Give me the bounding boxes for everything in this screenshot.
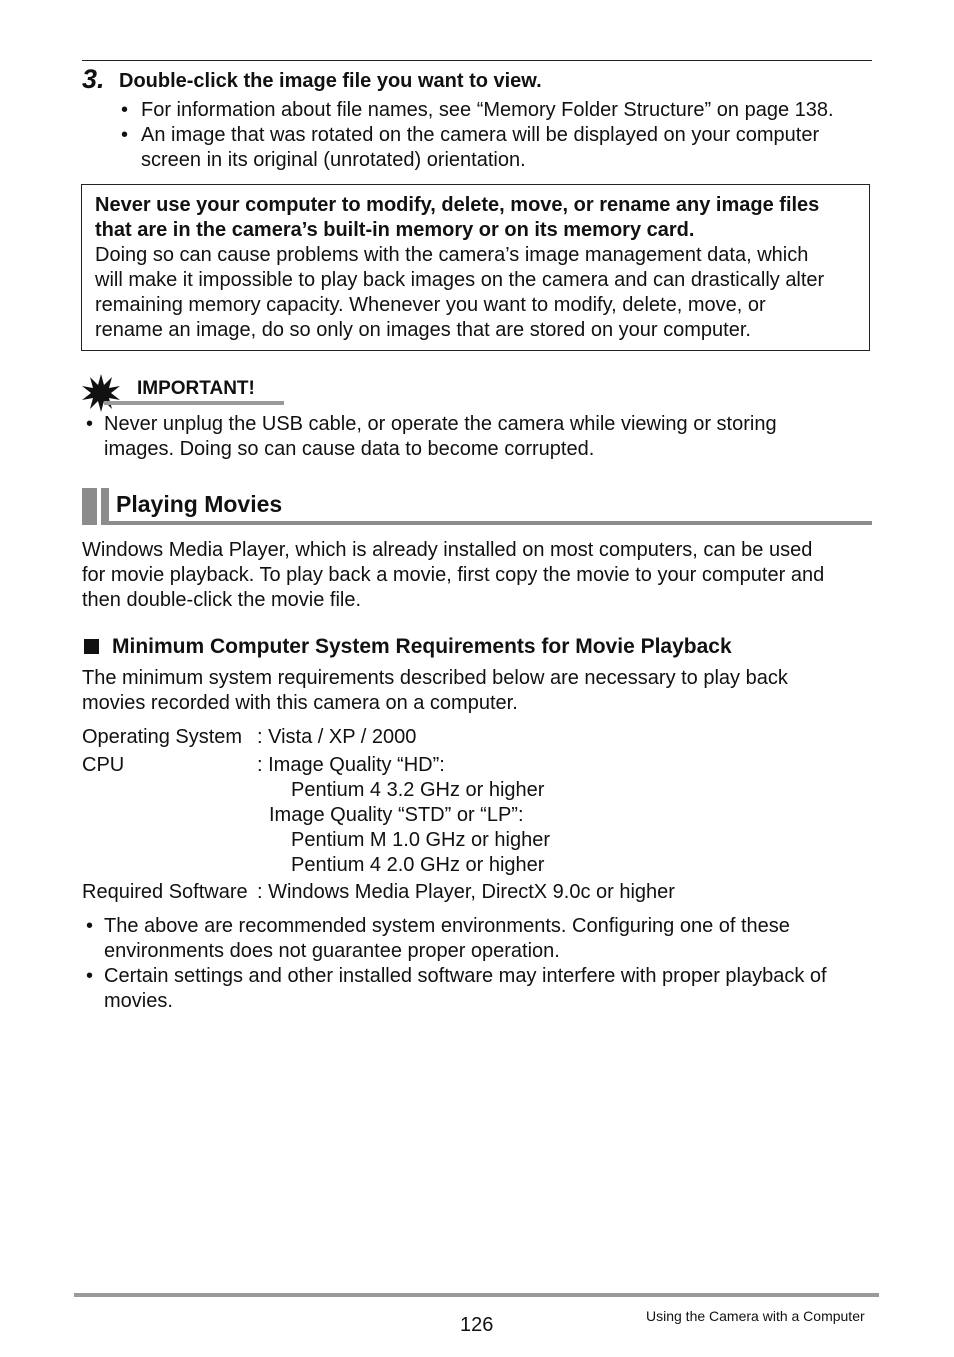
chapter-title: Using the Camera with a Computer (646, 1308, 865, 1324)
warning-heading (95, 193, 865, 243)
step-title: Double-click the image file you want to view. (119, 70, 542, 92)
warning-heading-line-2: that are in the camera’s built-in memory or on its memory card. (95, 219, 695, 241)
note-1-line-1: The above are recommended system environments. Configuring one of these (104, 915, 790, 937)
step-number: 3. (82, 64, 105, 94)
cpu-std-label: Image Quality “STD” or “LP”: (269, 804, 524, 826)
subsection-title: Minimum Computer System Requirements for Movie Playback (112, 635, 732, 658)
footer-divider (74, 1293, 879, 1297)
note-2-line-2: movies. (104, 990, 173, 1012)
cpu-std-value-2: Pentium 4 2.0 GHz or higher (291, 854, 545, 876)
section-title: Playing Movies (116, 491, 283, 517)
important-line-2: images. Doing so can cause data to become corrupted. (104, 438, 595, 460)
section-intro-line-2: for movie playback. To play back a movie, first copy the movie to your computer and (82, 564, 825, 586)
warning-heading-line-1: Never use your computer to modify, delete, move, or rename any image files (95, 194, 820, 216)
warning-body-line-4: rename an image, do so only on images that are stored on your computer. (95, 319, 751, 341)
software-value: : Windows Media Player, DirectX 9.0c or higher (257, 881, 675, 903)
cpu-label: CPU (82, 754, 125, 776)
bullet-marker: • (121, 124, 129, 146)
section-intro-line-3: then double-click the movie file. (82, 589, 362, 611)
step-bullet-2-cont: screen in its original (unrotated) orientation. (141, 149, 526, 171)
step-bullet-2: An image that was rotated on the camera will be displayed on your computer (141, 124, 820, 146)
page-number: 126 (460, 1314, 494, 1336)
requirements-intro-line-2: movies recorded with this camera on a computer. (82, 692, 518, 714)
warning-body (95, 243, 865, 343)
section-underline (109, 521, 872, 525)
important-line-1: Never unplug the USB cable, or operate the camera while viewing or storing (104, 413, 777, 435)
section-heading-bar (82, 488, 97, 525)
important-underline (104, 401, 284, 405)
bullet-marker: • (86, 965, 94, 987)
top-divider (82, 60, 872, 61)
os-value: : Vista / XP / 2000 (257, 726, 417, 748)
square-bullet-icon (84, 639, 99, 654)
os-label: Operating System (82, 726, 243, 748)
bullet-marker: • (86, 915, 94, 937)
step-bullet-1: For information about file names, see “Memory Folder Structure” on page 138. (141, 99, 834, 121)
section-intro-line-1: Windows Media Player, which is already installed on most computers, can be used (82, 539, 813, 561)
note-2-line-1: Certain settings and other installed software may interfere with proper playback of (104, 965, 827, 987)
warning-body-line-1: Doing so can cause problems with the camera’s image management data, which (95, 244, 809, 266)
cpu-hd-value: Pentium 4 3.2 GHz or higher (291, 779, 545, 801)
cpu-hd-label: : Image Quality “HD”: (257, 754, 445, 776)
requirements-intro-line-1: The minimum system requirements described below are necessary to play back (82, 667, 788, 689)
bullet-marker: • (86, 413, 94, 435)
software-label: Required Software (82, 881, 248, 903)
bullet-marker: • (121, 99, 129, 121)
section-heading-bar (101, 488, 109, 525)
important-label: IMPORTANT! (137, 378, 255, 399)
warning-body-line-2: will make it impossible to play back images on the camera and can drastically alter (95, 269, 825, 291)
note-1-line-2: environments does not guarantee proper operation. (104, 940, 560, 962)
starburst-icon (82, 374, 120, 412)
cpu-std-value-1: Pentium M 1.0 GHz or higher (291, 829, 550, 851)
warning-body-line-3: remaining memory capacity. Whenever you want to modify, delete, move, or (95, 294, 766, 316)
